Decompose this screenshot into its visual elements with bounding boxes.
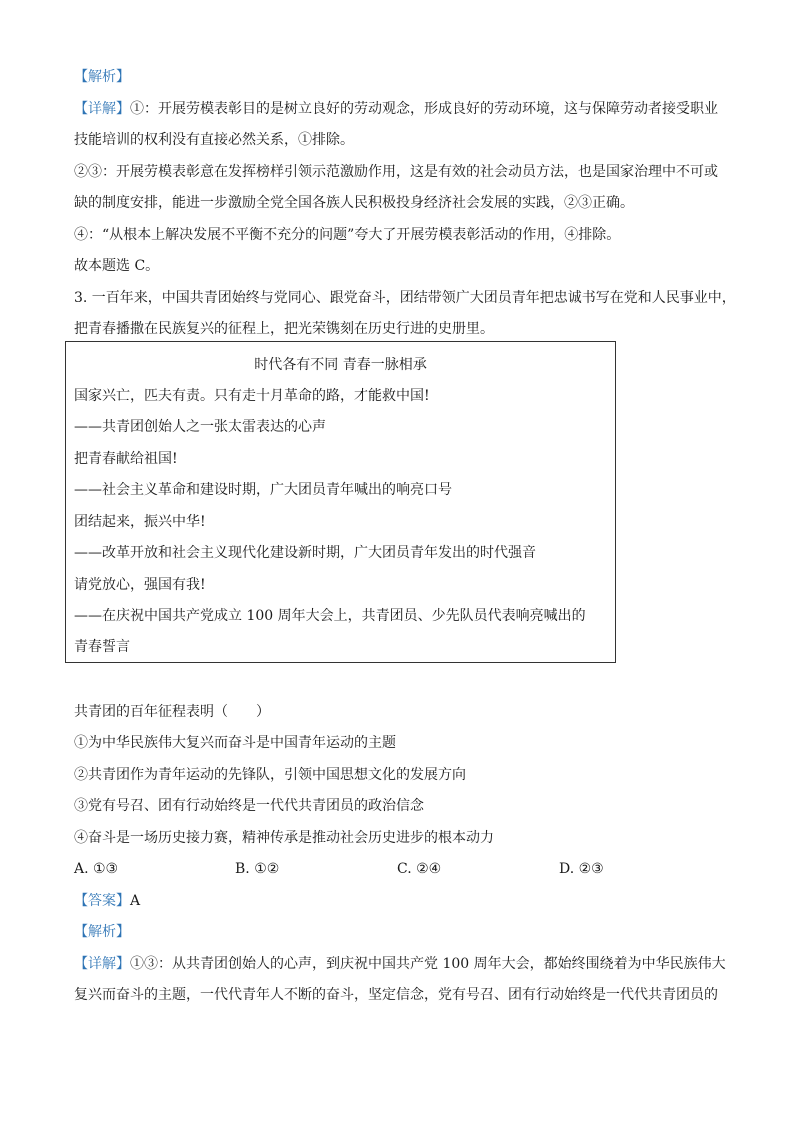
question-stem-1: 3. 一百年来，中国共青团始终与党同心、跟党奋斗，团结带领广大团员青年把忠诚书写在党和人民事业中， <box>74 290 736 306</box>
option-a: A. ①③ <box>74 861 119 877</box>
option-d: D. ②③ <box>559 861 604 877</box>
material-line: ——共青团创始人之一张太雷表达的心声 <box>74 419 326 435</box>
material-box <box>65 341 616 663</box>
option-c: C. ②④ <box>397 861 442 877</box>
answer-value: A <box>130 893 141 909</box>
statement-1: ①为中华民族伟大复兴而奋斗是中国青年运动的主题 <box>74 735 396 751</box>
material-line: ——在庆祝中国共产党成立 100 周年大会上，共青团员、少先队员代表响亮喊出的 <box>74 608 586 624</box>
explain-line-3: ②③：开展劳模表彰意在发挥榜样引领示范激励作用，这是有效的社会动员方法，也是国家治理中不可或 <box>74 164 718 180</box>
statement-4: ④奋斗是一场历史接力赛，精神传承是推动社会历史进步的根本动力 <box>74 830 494 846</box>
question-prompt: 共青团的百年征程表明（ ） <box>74 704 270 720</box>
conclusion-line: 故本题选 C。 <box>74 258 160 274</box>
statement-3: ③党有号召、团有行动始终是一代代共青团员的政治信念 <box>74 798 424 814</box>
material-line: 请党放心，强国有我! <box>74 577 206 593</box>
material-line: 把青春献给祖国! <box>74 451 178 467</box>
material-line: 青春誓言 <box>74 639 130 655</box>
answer-tag: 【答案】 <box>74 893 130 909</box>
analysis-tag-2: 【解析】 <box>74 924 130 940</box>
question-stem-2: 把青春播撒在民族复兴的征程上，把光荣镌刻在历史行进的史册里。 <box>74 321 494 337</box>
explain-text-1: ①：开展劳模表彰目的是树立良好的劳动观念，形成良好的劳动环境，这与保障劳动者接受职业 <box>130 101 718 117</box>
material-line: ——社会主义革命和建设时期，广大团员青年喊出的响亮口号 <box>74 482 452 498</box>
explain-q3-line-1 <box>74 954 726 974</box>
material-line: 团结起来，振兴中华! <box>74 514 206 530</box>
explain-q3-line-2: 复兴而奋斗的主题，一代代青年人不断的奋斗，坚定信念，党有号召、团有行动始终是一代代共青团员的 <box>74 987 718 1003</box>
material-title: 时代各有不同 青春一脉相承 <box>254 357 427 373</box>
statement-2: ②共青团作为青年运动的先锋队，引领中国思想文化的发展方向 <box>74 767 466 783</box>
material-line: ——改革开放和社会主义现代化建设新时期，广大团员青年发出的时代强音 <box>74 545 536 561</box>
detail-tag-2: 【详解】 <box>74 956 130 972</box>
explain-line-4: 缺的制度安排，能进一步激励全党全国各族人民积极投身经济社会发展的实践，②③正确。 <box>74 195 634 211</box>
explain-q3-text-1: ①③：从共青团创始人的心声，到庆祝中国共产党 100 周年大会，都始终围绕着为中华民族伟大 <box>130 956 726 972</box>
answer-line <box>74 891 140 911</box>
explain-line-5: ④：“从根本上解决发展不平衡不充分的问题”夸大了开展劳模表彰活动的作用，④排除。 <box>74 227 621 243</box>
option-b: B. ①② <box>235 861 280 877</box>
explain-line-2: 技能培训的权利没有直接必然关系，①排除。 <box>74 132 354 148</box>
analysis-tag: 【解析】 <box>74 69 130 85</box>
detail-tag: 【详解】 <box>74 101 130 117</box>
material-line: 国家兴亡，匹夫有责。只有走十月革命的路，才能救中国! <box>74 388 430 404</box>
explain-line-1 <box>74 99 718 119</box>
